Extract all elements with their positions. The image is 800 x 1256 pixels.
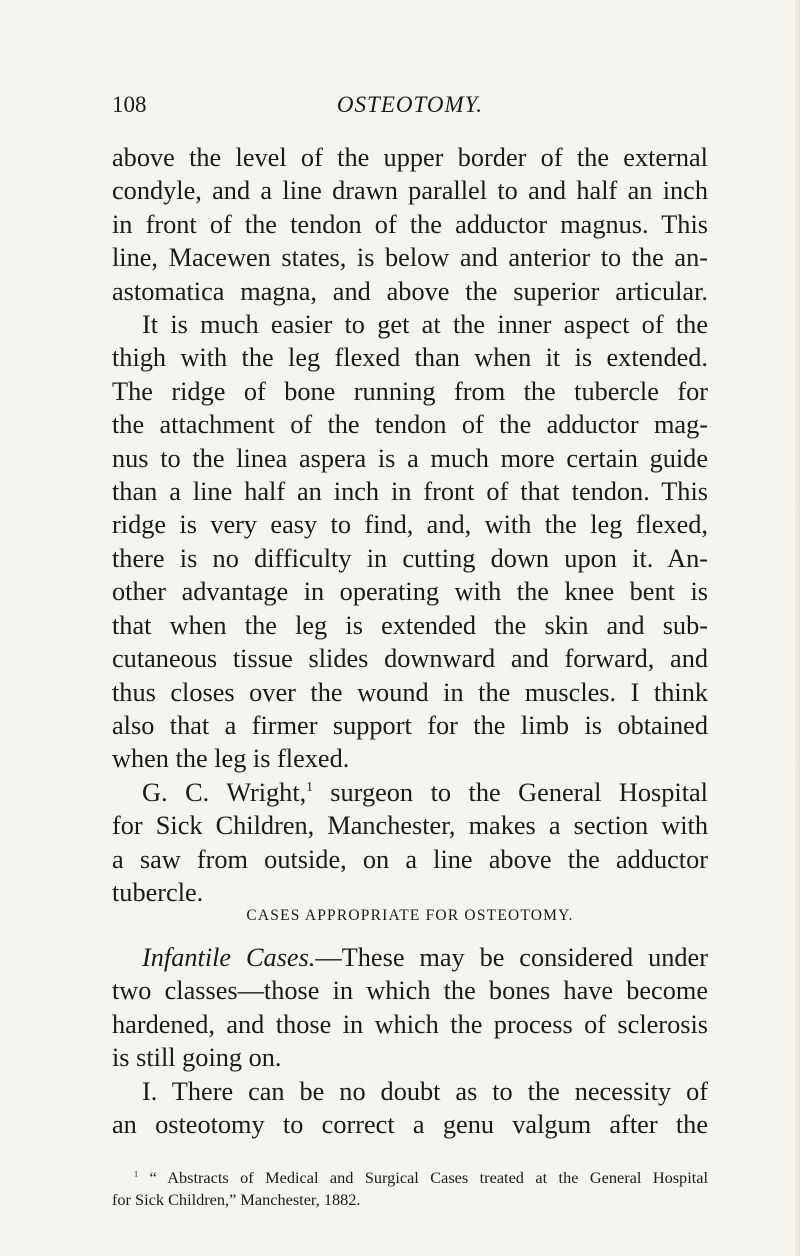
text-line: other advantage in operating with the knee bent is (112, 577, 708, 607)
text-line (112, 776, 708, 809)
text-line: astomatica magna, and above the superior articular. (112, 276, 708, 306)
text-line: than a line half an inch in front of that tendon. This (112, 477, 708, 507)
text-line: a saw from outside, on a line above the adductor (112, 844, 708, 874)
running-head: OSTEOTOMY. (336, 92, 484, 117)
text-fragment: surgeon to the General Hospital (330, 777, 708, 807)
text-line: also that a firmer support for the limb is obtained (112, 710, 708, 740)
text-line: above the level of the upper border of the external (112, 143, 708, 172)
text-line: ridge is very easy to find, and, with the leg flexed, (112, 510, 708, 540)
footnote-text: “ Abstracts of Medical and Surgical Cases treated at the General Hospital (138, 1168, 708, 1187)
text-line: tubercle. (112, 877, 204, 907)
text-line: when the leg is flexed. (112, 744, 350, 774)
text-line: condyle, and a line drawn parallel to and half an inch (112, 176, 708, 206)
text-line: there is no difficulty in cutting down upon it. An- (112, 543, 708, 573)
section-heading: CASES APPROPRIATE FOR OSTEOTOMY. (246, 907, 574, 924)
text-line: that when the leg is extended the skin and sub- (112, 610, 708, 640)
text-line: an osteotomy to correct a genu valgum after the (112, 1110, 708, 1140)
author-name: G. C. Wright, (142, 777, 307, 807)
text-line: I. There can be no doubt as to the necessity of (142, 1076, 708, 1106)
text-line: The ridge of bone running from the tubercle for (112, 376, 708, 406)
footnote-line: for Sick Children,” Manchester, 1882. (112, 1190, 361, 1209)
text-line: in front of the tendon of the adductor magnus. This (112, 209, 708, 239)
footnote-reference: 1 (306, 778, 313, 794)
text-line: is still going on. (112, 1043, 282, 1073)
text-line: cutaneous tissue slides downward and forward, and (112, 644, 708, 674)
text-line: nus to the linea aspera is a much more certain guide (112, 443, 708, 473)
text-line: It is much easier to get at the inner aspect of the (142, 310, 708, 340)
footnote-line (112, 1167, 708, 1189)
text-line (112, 941, 708, 974)
page-number: 108 (112, 92, 147, 117)
page-header (112, 92, 708, 122)
text-line: hardened, and those in which the process of sclerosis (112, 1009, 708, 1039)
text-line: thus closes over the wound in the muscles. I think (112, 677, 708, 707)
paragraph-lead: Infantile Cases. (142, 943, 316, 972)
text-fragment: —These may be considered under (315, 943, 708, 972)
text-line: two classes—those in which the bones have become (112, 976, 708, 1006)
footnote-marker: 1 (134, 1169, 139, 1179)
body-text-lower (112, 941, 708, 1141)
text-line: the attachment of the tendon of the adductor mag- (112, 410, 708, 440)
text-line: for Sick Children, Manchester, makes a section with (112, 811, 708, 841)
page-edge (795, 0, 800, 1256)
body-text-upper (112, 141, 708, 909)
text-line: line, Macewen states, is below and anterior to the an- (112, 243, 708, 273)
text-line: thigh with the leg flexed than when it is extended. (112, 343, 708, 373)
footnote (112, 1167, 708, 1211)
